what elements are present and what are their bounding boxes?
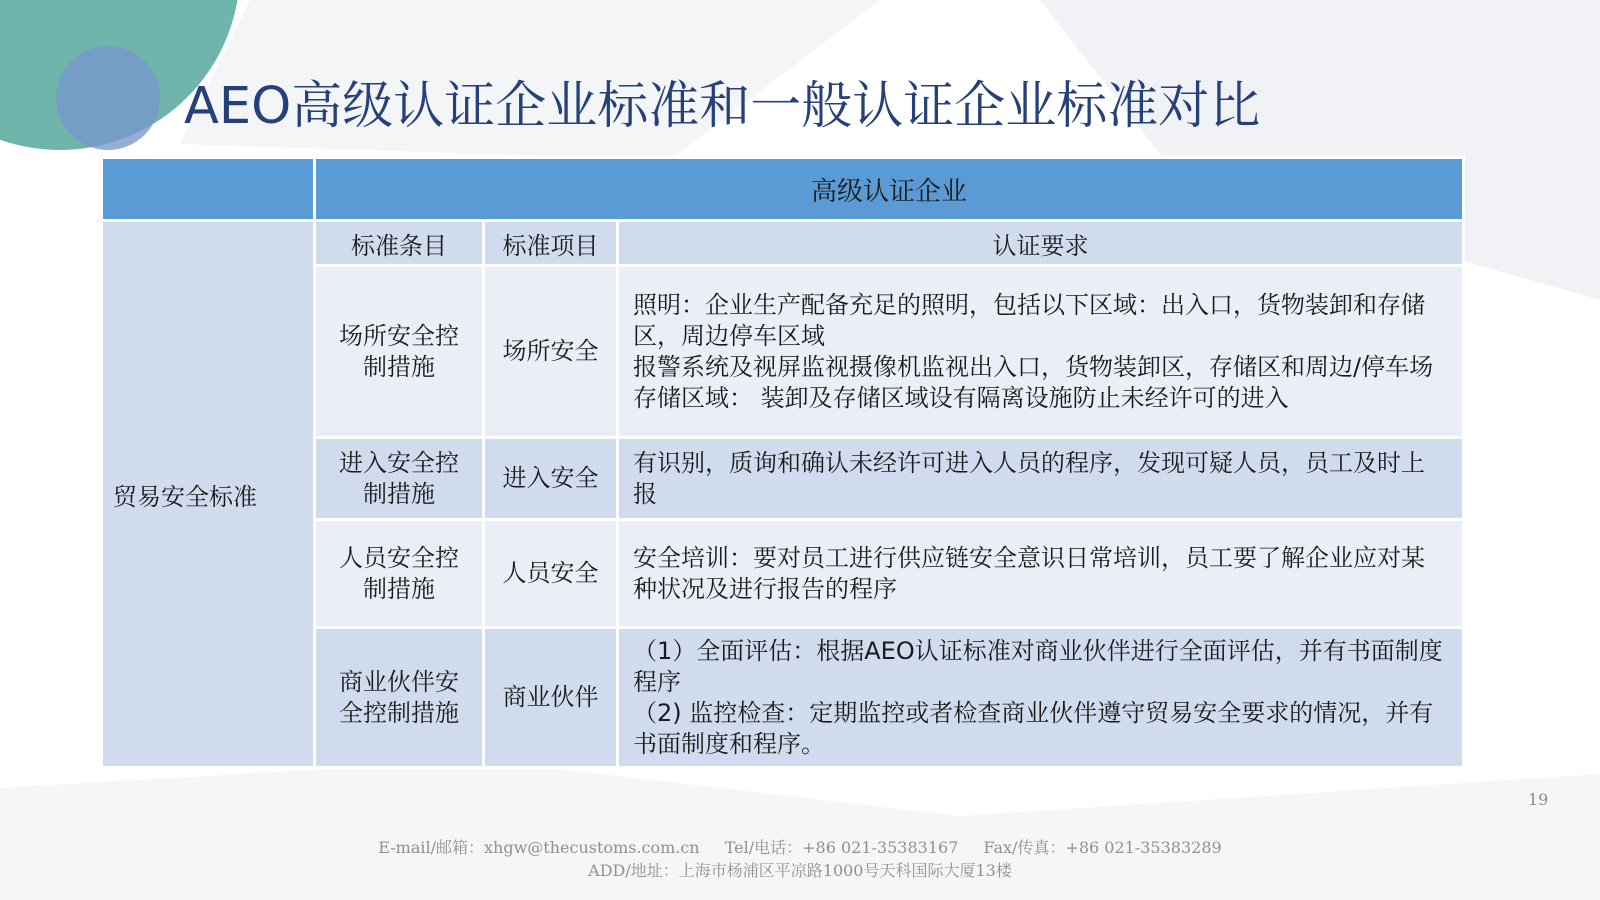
header-empty-cell [102,158,315,221]
requirement-text: （1）全面评估：根据AEO认证标准对商业伙伴进行全面评估，并有书面制度程序 [633,636,1443,696]
standard-item-cell [315,628,484,768]
column-header: 标准项目 [484,221,618,266]
comparison-table [100,156,1465,769]
requirement-cell [618,520,1464,628]
standard-project-cell: 人员安全 [484,520,618,628]
standard-item-text: 场所安全控制措施 [339,321,459,381]
requirement-cell [618,628,1464,768]
requirement-text: 有识别，质询和确认未经许可进入人员的程序，发现可疑人员，员工及时上报 [633,448,1425,508]
standard-item-text: 人员安全控制措施 [339,543,459,603]
footer-address-line [0,858,1600,881]
column-header: 认证要求 [618,221,1464,266]
column-header: 标准条目 [315,221,484,266]
requirement-cell [618,266,1464,438]
standard-project-cell: 进入安全 [484,438,618,520]
standard-item-text: 商业伙伴安全控制措施 [339,667,459,727]
standard-item-cell [315,438,484,520]
requirement-text: 存储区域： 装卸及存储区域设有隔离设施防止未经许可的进入 [633,383,1289,412]
standard-project-cell: 场所安全 [484,266,618,438]
footer-fax: Fax/传真：+86 021-35383289 [983,838,1222,857]
standard-item-cell [315,266,484,438]
group-header: 高级认证企业 [315,158,1464,221]
table-column-header-row [102,221,1464,266]
decorative-blue-circle [56,46,160,150]
footer-email: E-mail/邮箱：xhgw@thecustoms.com.cn [378,838,700,857]
requirement-cell [618,438,1464,520]
table-group-header-row [102,158,1464,221]
standard-item-text: 进入安全控制措施 [339,448,459,508]
requirement-text: 安全培训：要对员工进行供应链安全意识日常培训，员工要了解企业应对某种状况及进行报告的程序 [633,543,1425,603]
footer-address: ADD/地址：上海市杨浦区平凉路1000号天科国际大厦13楼 [588,861,1012,880]
standard-project-cell: 商业伙伴 [484,628,618,768]
footer-contact-line [0,835,1600,858]
requirement-text: （2) 监控检查：定期监控或者检查商业伙伴遵守贸易安全要求的情况，并有书面制度和程序。 [633,698,1434,758]
category-cell: 贸易安全标准 [102,221,315,768]
slide-title: AEO高级认证企业标准和一般认证企业标准对比 [184,77,1261,136]
requirement-text: 照明：企业生产配备充足的照明，包括以下区域：出入口，货物装卸和存储区，周边停车区域 [633,290,1425,350]
page-number: 19 [1528,790,1549,809]
requirement-text: 报警系统及视屏监视摄像机监视出入口，货物装卸区，存储区和周边/停车场 [633,352,1434,381]
standard-item-cell [315,520,484,628]
footer-tel: Tel/电话：+86 021-35383167 [724,838,959,857]
